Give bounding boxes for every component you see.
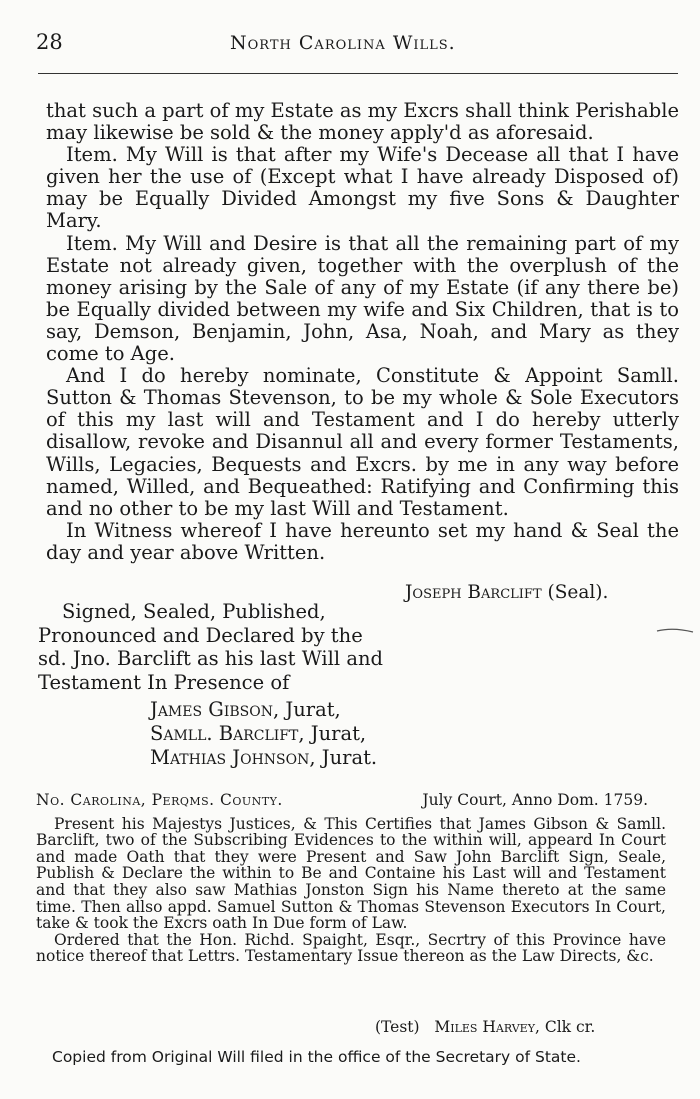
witness-role: , Jurat, xyxy=(298,722,367,745)
court-county: No. Carolina, Perqms. County. xyxy=(36,791,283,809)
court-heading xyxy=(36,792,666,809)
will-paragraph: In Witness whereof I have hereunto set my hand & Seal the day and year above Written. xyxy=(46,518,679,564)
will-paragraph: Item. My Will is that after my Wife's Decease all that I have given her the use of (Except what I have already Disposed of) may be Equally Divided Amongst my five Sons & Daughter Mary. xyxy=(46,143,679,233)
attestation-text: Signed, Sealed, Published, Pronounced and Declared by the sd. Jno. Barclift as his last Will and Testament In Presence of xyxy=(38,600,383,694)
testator-name: Joseph Barclift xyxy=(405,582,542,603)
witness-line xyxy=(150,746,377,770)
witness-line xyxy=(150,698,377,722)
clerk-attestation xyxy=(375,1018,595,1036)
court-record xyxy=(36,792,666,965)
source-note: Copied from Original Will filed in the office of the Secretary of State. xyxy=(52,1048,581,1066)
test-label: (Test) xyxy=(375,1018,420,1036)
witness-name: James Gibson xyxy=(150,698,273,721)
running-title: North Carolina Wills. xyxy=(230,32,456,54)
will-paragraph: that such a part of my Estate as my Excrs shall think Perishable may likewise be sold & the money apply'd as aforesaid. xyxy=(46,99,679,145)
clerk-name: Miles Harvey xyxy=(434,1018,535,1036)
page-number: 28 xyxy=(36,30,63,54)
court-paragraph: Ordered that the Hon. Richd. Spaight, Esqr., Secrtry of this Province have notice thereof that Lettrs. Testamentary Issue thereon as the Law Directs, &c. xyxy=(36,930,666,966)
will-paragraph: And I do hereby nominate, Constitute & Appoint Samll. Sutton & Thomas Stevenson, to be my whole & Sole Executors of this my last will and Testament and I do hereby utterly disallow, revoke and Disannul all and every former Testaments, Wills, Legacies, Bequests and Excrs. by me in any way before named, Willed, and Bequeathed: Ratifying and Confirming this and no other to be my last Will and Testament. xyxy=(46,364,679,520)
court-paragraph: Present his Majestys Justices, & This Certifies that James Gibson & Samll. Barclift, two of the Subscribing Evidences to the within will, appeard In Court and made Oath that they were Present and Saw John Barclift Sign, Seale, Publish & Declare the within to Be and Containe his Last will and Testament and that they also saw Mathias Jonston Sign his Name thereto at the same time. Then allso appd. Samuel Sutton & Thomas Stevenson Executors In Court, take & took the Excrs oath In Due form of Law. xyxy=(36,814,666,933)
witness-name: Mathias Johnson xyxy=(150,746,310,769)
header-rule xyxy=(38,73,678,74)
witness-role: , Jurat. xyxy=(309,746,378,769)
testator-signature xyxy=(405,582,608,603)
seal-label: (Seal). xyxy=(547,582,609,603)
will-paragraph: Item. My Will and Desire is that all the remaining part of my Estate not already given, together with the overplush of the money arising by the Sale of any of my Estate (if any there be) be Equally divided between my wife and Six Children, that is to say, Demson, Benjamin, John, Asa, Noah, and Mary as they come to Age. xyxy=(46,231,679,366)
clerk-title: , Clk cr. xyxy=(534,1018,596,1036)
margin-mark xyxy=(655,625,695,635)
witness-role: , Jurat, xyxy=(273,698,341,721)
court-date: July Court, Anno Dom. 1759. xyxy=(422,791,648,809)
will-body xyxy=(46,100,679,564)
attestation-clause xyxy=(38,600,390,694)
witness-list xyxy=(150,698,377,770)
witness-line xyxy=(150,722,377,746)
witness-name: Samll. Barclift xyxy=(150,722,299,745)
